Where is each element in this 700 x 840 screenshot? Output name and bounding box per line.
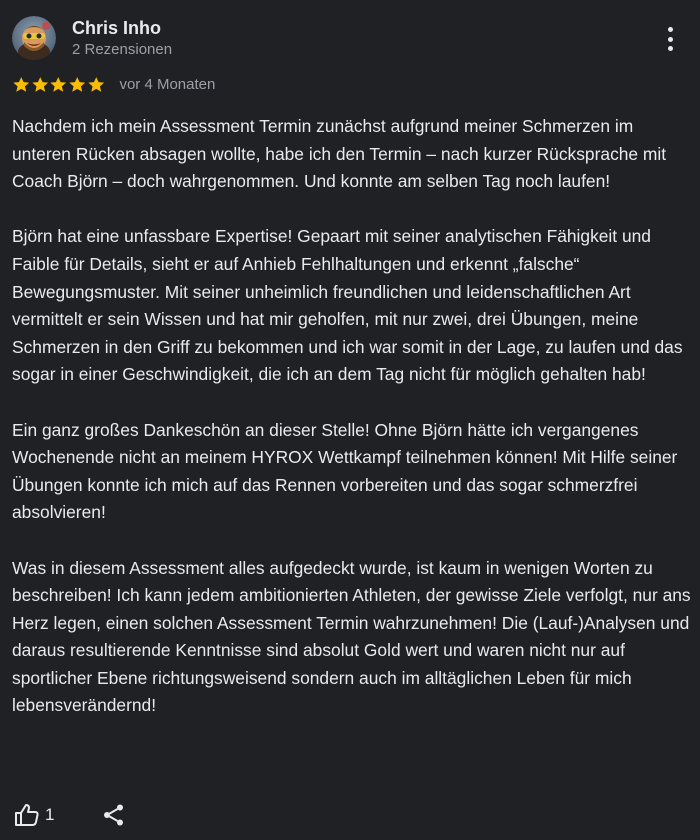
avatar[interactable] xyxy=(12,16,56,60)
star-icon xyxy=(49,76,68,94)
star-icon xyxy=(12,76,31,94)
share-button[interactable] xyxy=(102,803,126,827)
more-options-button[interactable] xyxy=(658,24,682,54)
rating-row xyxy=(12,74,215,96)
avatar-image xyxy=(12,16,56,60)
star-icon xyxy=(31,76,50,94)
review-paragraph: Ein ganz großes Dankeschön an dieser Stelle! Ohne Björn hätte ich vergangenes Wochenende nicht an meinem HYROX Wettkampf teilnehmen können! Mit Hilfe seiner Übungen konnte ich mich auf das Rennen vorbereiten und das sogar schmerzfrei absolvieren! xyxy=(12,419,678,523)
star-icon xyxy=(68,76,87,94)
review-paragraph: Nachdem ich mein Assessment Termin zunächst aufgrund meiner Schmerzen im unteren Rücken absagen wollte, habe ich den Termin – nach kurzer Rücksprache mit Coach Björn – doch wahrgenommen. Und konnte am selben Tag noch laufen! xyxy=(12,116,667,192)
review-paragraph: Was in diesem Assessment alles aufgedeckt wurde, ist kaum in wenigen Worten zu beschreiben! Ich kann jedem ambitionierten Athleten, der gewisse Ziele verfolgt, nur ans Herz legen, einen solchen Assessment Termin wahrzunehmen! Die (Lauf-)Analysen und daraus resultierende Kenntnisse sind absolut Gold wert und waren nicht nur auf sportlicher Ebene richtungsweisend sondern auch im alltäglichen Leben für mich lebensverändernd! xyxy=(12,557,691,716)
review-header xyxy=(12,14,172,62)
more-vert-icon-dot xyxy=(668,46,673,51)
share-icon xyxy=(102,803,126,827)
star-rating xyxy=(12,76,105,94)
review-text xyxy=(12,113,692,720)
star-icon xyxy=(87,76,106,94)
more-vert-icon xyxy=(668,27,673,32)
review-date: vor 4 Monaten xyxy=(119,76,216,93)
thumbs-up-icon xyxy=(14,803,40,827)
review-paragraph: Björn hat eine unfassbare Expertise! Gepaart mit seiner analytischen Fähigkeit und Faible für Details, sieht er auf Anhieb Fehlhaltungen und erkennt „falsche“ Bewegungsmuster. Mit seiner unheimlich freundlichen und leidenschaftlichen Art vermittelt er sein Wissen und hat mir geholfen, mit nur zwei, drei Übungen, meine Schmerzen in den Griff zu bekommen und ich war somit in der Lage, zu laufen und das sogar in einer Geschwindigkeit, die ich an dem Tag nicht für möglich gehalten hab! xyxy=(12,226,683,385)
author-review-count: 2 Rezensionen xyxy=(72,40,173,58)
author-info xyxy=(72,17,172,60)
author-name[interactable]: Chris Inho xyxy=(72,17,161,38)
more-vert-icon-dot xyxy=(668,37,673,42)
like-count: 1 xyxy=(45,805,55,824)
review-actions xyxy=(14,800,126,830)
like-button[interactable] xyxy=(14,803,54,827)
